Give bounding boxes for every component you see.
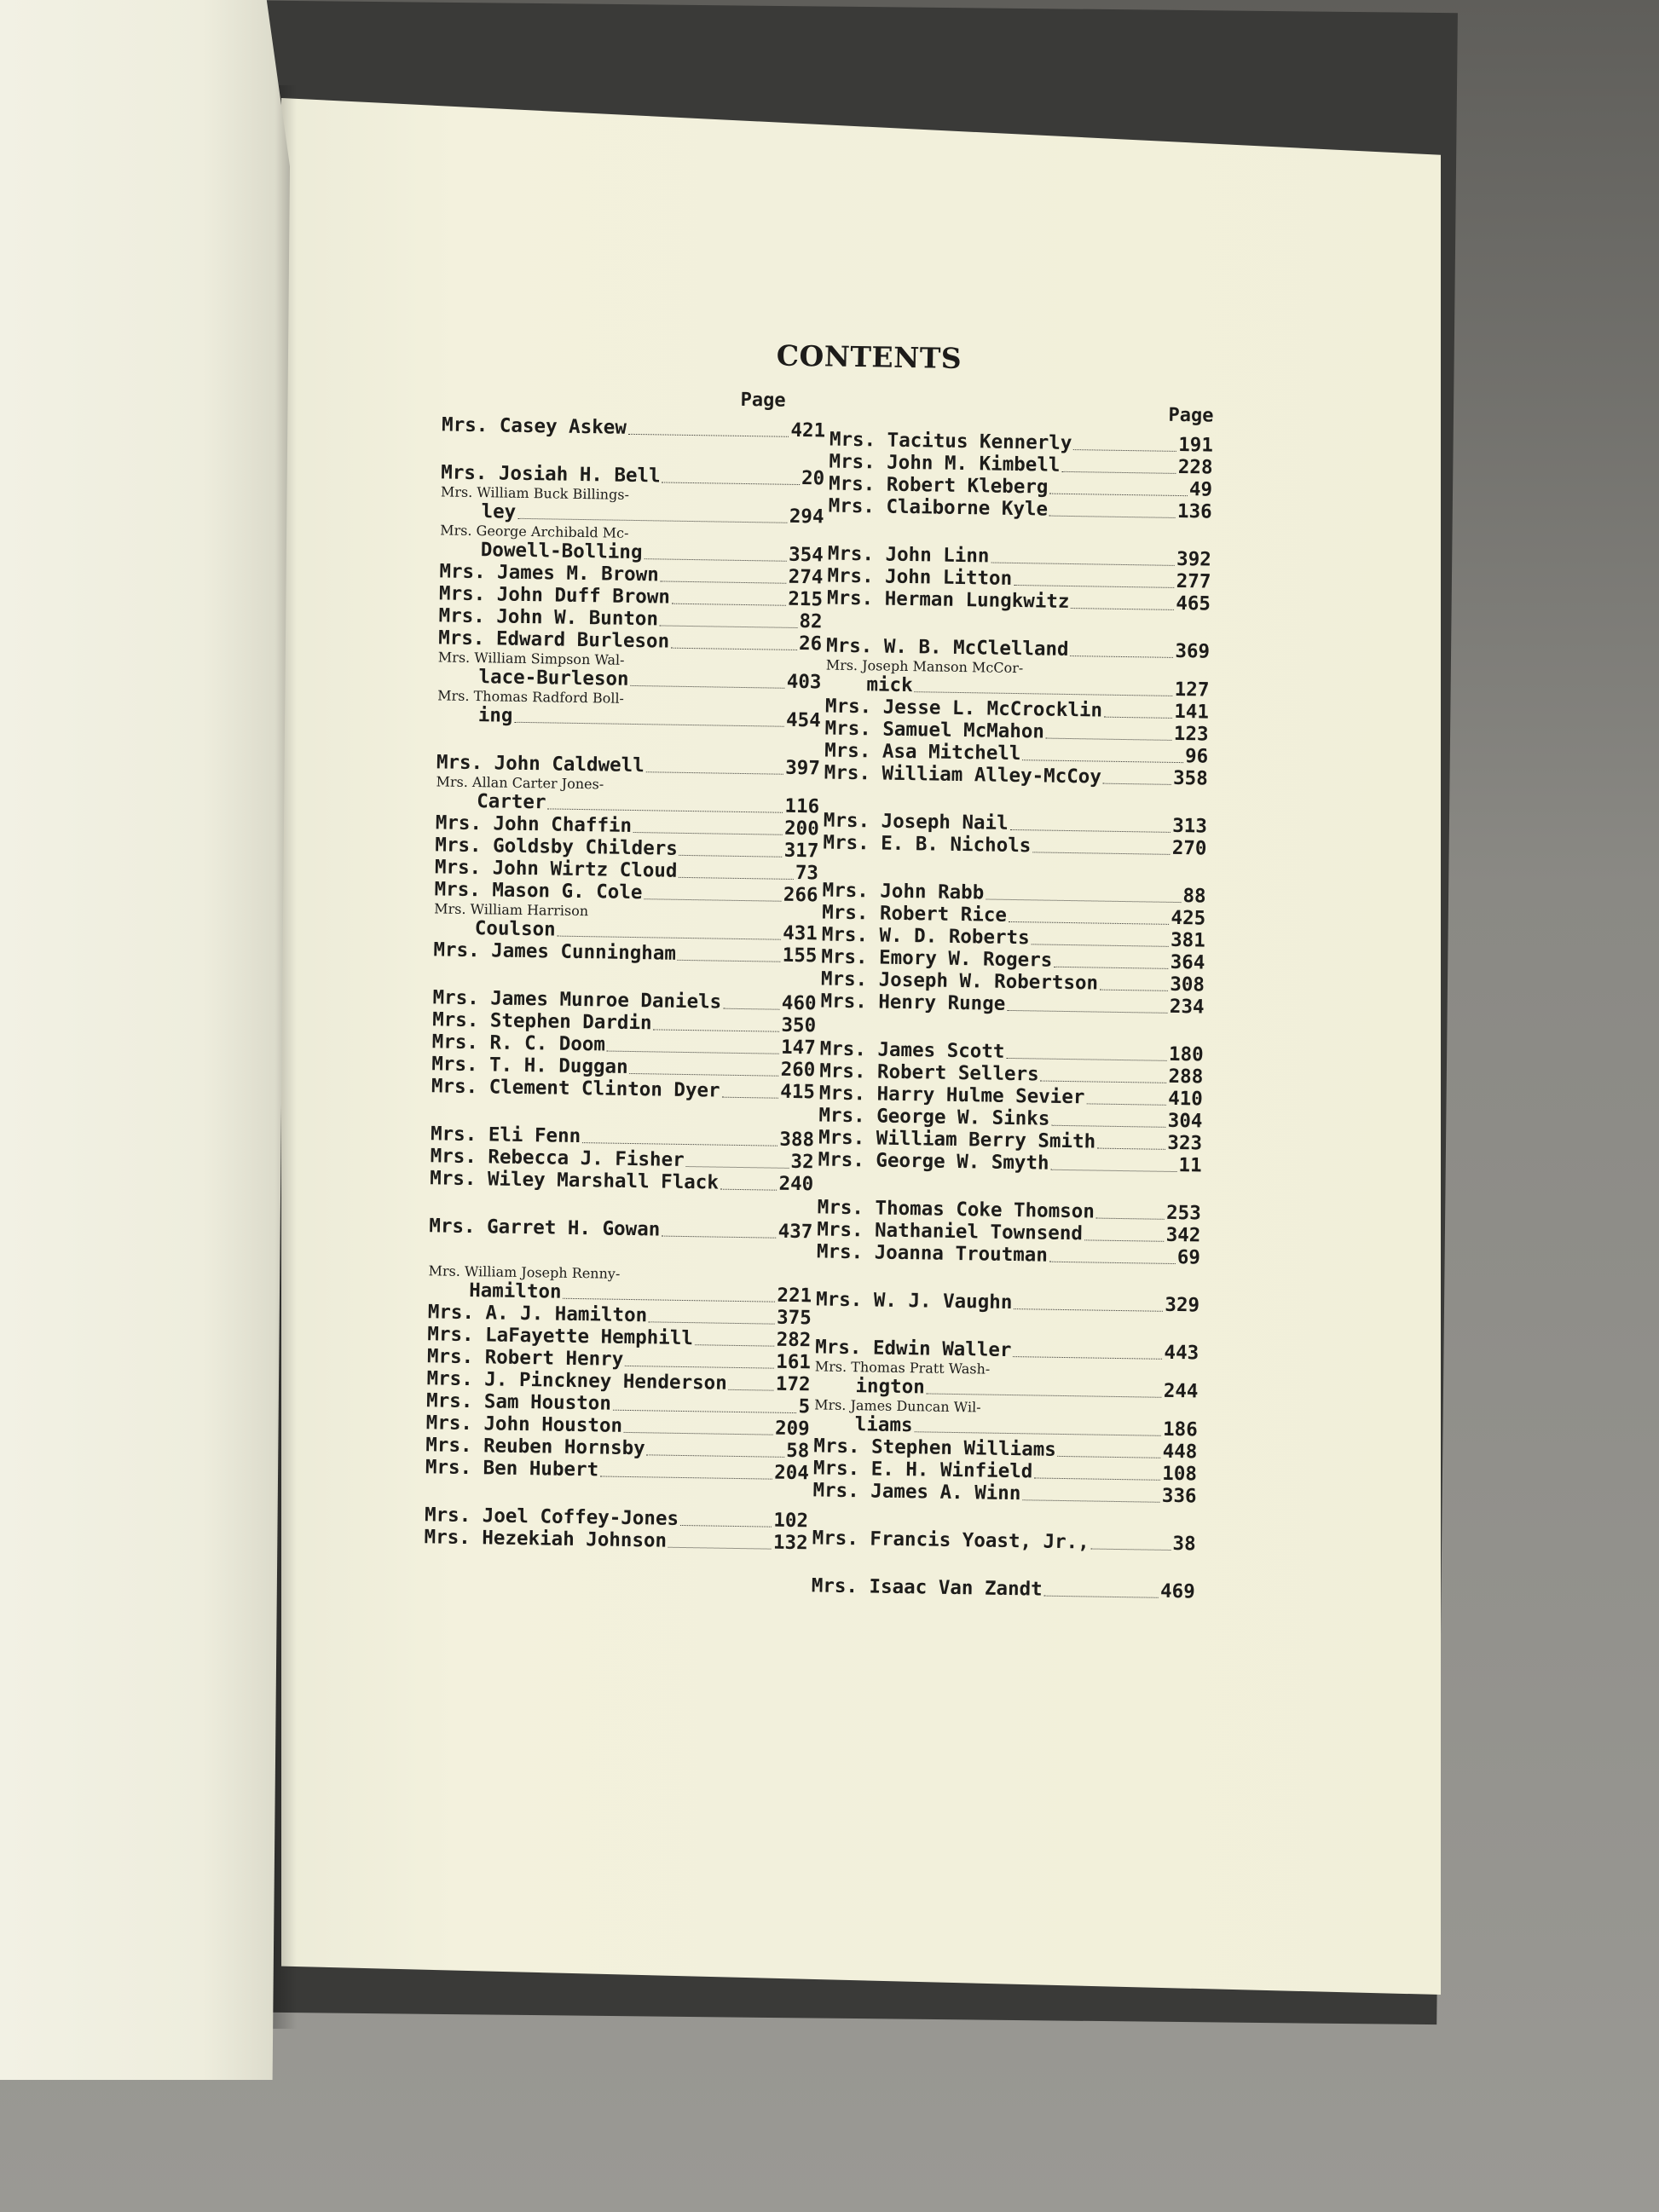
entry-page-number: 147 — [780, 1036, 816, 1060]
contents-entry — [440, 483, 824, 528]
entry-page-number: 274 — [788, 565, 824, 589]
entry-name: Mrs. William Buck Billings- — [440, 483, 630, 503]
entry-page-number: 215 — [788, 587, 824, 611]
entry-name: Mrs. John Houston — [425, 1412, 623, 1437]
entry-page-number: 172 — [775, 1372, 811, 1396]
entry-name: Mrs. William Alley-McCoy — [824, 761, 1102, 788]
entry-name: Mrs. Stephen Williams — [813, 1435, 1057, 1461]
entry-name: Mrs. William Simpson Wal- — [437, 649, 625, 668]
entry-name: Mrs. George W. Sinks — [818, 1104, 1050, 1130]
entry-name: Mrs. Joel Coffey-Jones — [424, 1504, 679, 1530]
entry-page-number: 392 — [1176, 547, 1211, 571]
entry-name: Mrs. W. J. Vaughn — [815, 1288, 1013, 1314]
entry-name-continuation: liams — [854, 1413, 913, 1437]
entry-page-number: 200 — [783, 817, 819, 840]
entry-page-number: 26 — [798, 632, 823, 656]
entry-page-number: 304 — [1167, 1109, 1203, 1133]
dot-leader — [661, 580, 787, 583]
dot-leader — [671, 648, 797, 650]
dot-leader — [1031, 944, 1169, 947]
dot-leader — [678, 960, 781, 962]
dot-leader — [514, 722, 784, 727]
entry-page-number: 186 — [1162, 1418, 1198, 1441]
dot-leader — [720, 1189, 777, 1191]
entry-page-number: 58 — [785, 1439, 810, 1463]
entry-page-number: 5 — [798, 1395, 811, 1418]
left-page — [0, 0, 290, 2080]
entry-name-continuation: Coulson — [474, 917, 556, 941]
entry-page-number: 11 — [1178, 1154, 1202, 1177]
entry-page-number: 369 — [1175, 639, 1211, 663]
dot-leader — [986, 898, 1181, 903]
entry-name: Mrs. Robert Sellers — [819, 1060, 1039, 1086]
dot-leader — [607, 1051, 779, 1054]
entry-page-number: 221 — [777, 1284, 812, 1308]
entry-name: Mrs. J. Pinckney Henderson — [426, 1367, 727, 1395]
entry-page-number: 469 — [1159, 1580, 1195, 1603]
entry-name: Mrs. LaFayette Hemphill — [427, 1323, 694, 1350]
dot-leader — [662, 482, 801, 485]
entry-name: Mrs. John Rabb — [822, 879, 985, 904]
page-column-header-left: Page — [740, 389, 786, 412]
entry-name: Mrs. William Berry Smith — [818, 1126, 1096, 1153]
entry-name: Mrs. Thomas Coke Thomson — [817, 1196, 1095, 1223]
dot-leader — [1050, 1170, 1176, 1172]
entry-name: Mrs. E. B. Nichols — [823, 831, 1032, 858]
dot-leader — [563, 1298, 775, 1302]
entry-name: Mrs. Jesse L. McCrocklin — [824, 695, 1103, 722]
dot-leader — [1070, 656, 1173, 658]
entry-name: Mrs. John M. Kimbell — [829, 450, 1061, 476]
entry-name: Mrs. George Archibald Mc- — [440, 522, 629, 541]
entry-name: Mrs. James Duncan Wil- — [814, 1396, 981, 1416]
entry-page-number: 260 — [780, 1058, 816, 1082]
entry-name: Mrs. W. B. McClelland — [825, 634, 1069, 661]
entry-page-number: 270 — [1171, 836, 1207, 860]
contents-entry — [436, 773, 820, 817]
entry-name: Mrs. Harry Hulme Sevier — [818, 1082, 1085, 1109]
dot-leader — [723, 1008, 780, 1010]
entry-page-number: 277 — [1176, 569, 1211, 593]
entry-name: Mrs. John Caldwell — [436, 751, 645, 777]
dot-leader — [1058, 1456, 1161, 1458]
dot-leader — [624, 1432, 773, 1435]
dot-leader — [1046, 738, 1172, 741]
entry-name: Mrs. Henry Runge — [820, 990, 1006, 1015]
entry-name: Mrs. James Cunningham — [433, 939, 677, 965]
dot-leader — [1097, 1148, 1165, 1150]
dot-leader — [1091, 1549, 1171, 1551]
entry-page-number: 191 — [1178, 433, 1214, 457]
page-column-header-right: Page — [1168, 404, 1214, 427]
entry-name: Mrs. Garret H. Gowan — [429, 1215, 661, 1241]
entry-page-number: 388 — [779, 1128, 815, 1152]
entry-page-number: 381 — [1170, 928, 1205, 952]
entry-page-number: 375 — [776, 1306, 812, 1330]
entry-name: Mrs. Josiah H. Bell — [441, 461, 661, 488]
entry-page-number: 313 — [1172, 814, 1208, 838]
entry-page-number: 88 — [1182, 885, 1206, 908]
entry-page-number: 431 — [782, 921, 818, 945]
entry-name: Mrs. Thomas Radford Boll- — [437, 687, 625, 707]
entry-page-number: 336 — [1161, 1484, 1197, 1508]
dot-leader — [633, 832, 783, 835]
dot-leader — [1084, 1239, 1165, 1241]
dot-leader — [679, 855, 783, 858]
entry-name: Mrs. R. C. Doom — [431, 1031, 606, 1056]
dot-leader — [668, 1547, 772, 1550]
entry-name: Mrs. Robert Henry — [426, 1345, 624, 1371]
dot-leader — [680, 1525, 772, 1528]
entry-page-number: 342 — [1165, 1223, 1201, 1247]
contents-entry — [437, 687, 822, 731]
dot-leader — [1061, 471, 1176, 474]
dot-leader — [1006, 1058, 1167, 1061]
dot-leader — [558, 936, 782, 940]
entry-name: Mrs. William Joseph Renny- — [428, 1262, 621, 1282]
dot-leader — [1086, 1103, 1166, 1105]
entry-name: Mrs. John Litton — [827, 564, 1013, 590]
dot-leader — [1103, 783, 1171, 785]
entry-page-number: 127 — [1174, 678, 1210, 702]
dot-leader — [1049, 494, 1188, 497]
entry-name: Mrs. James M. Brown — [439, 560, 660, 586]
dot-leader — [1022, 1499, 1160, 1503]
entry-page-number: 415 — [780, 1080, 816, 1104]
entry-name: Mrs. Reuben Hornsby — [425, 1434, 645, 1460]
dot-leader — [1073, 449, 1176, 452]
entry-page-number: 116 — [784, 794, 820, 818]
dot-leader — [914, 1431, 1161, 1436]
entry-name-continuation: ington — [855, 1375, 925, 1399]
entry-page-number: 460 — [781, 991, 817, 1015]
entry-name-continuation: lace-Burleson — [478, 666, 629, 690]
entry-page-number: 20 — [801, 467, 825, 490]
entry-name: Mrs. Joseph W. Robertson — [820, 967, 1099, 995]
dot-leader — [630, 685, 784, 689]
entry-page-number: 294 — [789, 505, 824, 528]
dot-leader — [1032, 852, 1171, 855]
entry-name: Mrs. Joseph Nail — [823, 809, 1009, 835]
dot-leader — [1071, 608, 1174, 610]
entry-page-number: 364 — [1170, 950, 1205, 974]
dot-leader — [660, 625, 798, 628]
entry-name-continuation: Dowell-Bolling — [480, 539, 643, 564]
entry-name: Mrs. Joanna Troutman — [816, 1240, 1049, 1267]
entry-name: Mrs. T. H. Duggan — [431, 1053, 628, 1078]
entry-page-number: 329 — [1165, 1293, 1200, 1317]
entry-page-number: 288 — [1168, 1065, 1204, 1089]
dot-leader — [1013, 1356, 1162, 1360]
dot-leader — [1007, 1010, 1168, 1014]
contents-column-left — [424, 384, 825, 1554]
dot-leader — [1049, 516, 1176, 518]
entry-name: Mrs. Clement Clinton Dyer — [431, 1075, 720, 1102]
dot-leader — [686, 1166, 789, 1169]
dot-leader — [1049, 1262, 1176, 1264]
contents-entry — [814, 1396, 1199, 1441]
entry-page-number: 421 — [790, 419, 826, 442]
right-entries — [812, 429, 1213, 1603]
dot-leader — [600, 1476, 772, 1479]
entry-name: Mrs. Hezekiah Johnson — [424, 1526, 668, 1552]
entry-page-number: 308 — [1170, 973, 1205, 996]
entry-page-number: 155 — [782, 944, 818, 967]
entry-name: Mrs. William Harrison — [434, 900, 589, 920]
entry-name: Mrs. Ben Hubert — [425, 1456, 599, 1481]
entry-name: Mrs. Edward Burleson — [438, 627, 670, 653]
page-title: CONTENTS — [776, 338, 962, 375]
entry-page-number: 465 — [1176, 592, 1211, 615]
entry-name: Mrs. Nathaniel Townsend — [817, 1218, 1084, 1245]
entry-page-number: 317 — [783, 839, 819, 863]
entry-page-number: 123 — [1173, 722, 1209, 746]
entry-page-number: 358 — [1172, 766, 1208, 790]
entry-page-number: 354 — [788, 543, 824, 567]
dot-leader — [1104, 717, 1172, 719]
dot-leader — [1010, 829, 1171, 833]
entry-page-number: 49 — [1188, 478, 1213, 501]
entry-name: Mrs. Joseph Manson McCor- — [825, 656, 1024, 677]
dot-leader — [1009, 921, 1170, 925]
dot-leader — [672, 604, 786, 606]
entry-name: Mrs. Casey Askew — [441, 413, 627, 439]
entry-name: Mrs. John Duff Brown — [438, 582, 671, 609]
entry-name: Mrs. Isaac Van Zandt — [811, 1574, 1043, 1601]
entry-name: Mrs. John Linn — [827, 542, 990, 568]
entry-page-number: 240 — [778, 1172, 814, 1196]
entry-name: Mrs. Robert Kleberg — [828, 472, 1049, 499]
dot-leader — [647, 1454, 785, 1458]
entry-page-number: 425 — [1171, 906, 1206, 930]
contents-entry — [437, 649, 822, 693]
contents-entry — [814, 1358, 1199, 1402]
dot-leader — [644, 898, 782, 902]
dot-leader — [653, 1029, 779, 1031]
dot-leader — [1096, 1218, 1165, 1220]
entry-name-continuation: mick — [866, 673, 913, 697]
dot-leader — [721, 1097, 778, 1099]
entry-name: Mrs. John Chaffin — [435, 811, 633, 837]
dot-leader — [927, 1393, 1162, 1397]
dot-leader — [613, 1410, 797, 1413]
contents-entry — [825, 657, 1210, 702]
entry-name: Mrs. James A. Winn — [812, 1479, 1021, 1505]
entry-page-number: 228 — [1177, 455, 1213, 479]
entry-page-number: 397 — [785, 756, 821, 780]
dot-leader — [644, 558, 787, 562]
entry-name: Mrs. Edwin Waller — [815, 1336, 1012, 1362]
entry-page-number: 136 — [1176, 500, 1212, 523]
entry-name: Mrs. Eli Fenn — [430, 1123, 581, 1148]
dot-leader — [729, 1389, 774, 1391]
dot-leader — [646, 771, 784, 775]
entry-name: Mrs. Robert Rice — [822, 901, 1008, 927]
entry-page-number: 141 — [1174, 700, 1210, 724]
entry-page-number: 96 — [1184, 745, 1209, 768]
entry-name: Mrs. Sam Houston — [425, 1389, 612, 1415]
entry-name: Mrs. James Munroe Daniels — [432, 986, 722, 1014]
entry-page-number: 73 — [795, 861, 819, 885]
entry-page-number: 350 — [781, 1014, 817, 1037]
entry-page-number: 69 — [1176, 1246, 1201, 1269]
dot-leader — [1014, 1308, 1163, 1312]
entry-name: Mrs. John Wirtz Cloud — [434, 856, 678, 882]
dot-leader — [1022, 759, 1183, 763]
entry-page-number: 282 — [776, 1328, 812, 1352]
entry-page-number: 32 — [790, 1150, 814, 1174]
entry-name: Mrs. Mason G. Cole — [434, 878, 643, 904]
entry-name: Mrs. Wiley Marshall Flack — [430, 1167, 720, 1194]
entry-page-number: 443 — [1164, 1341, 1199, 1365]
entry-name: Mrs. Allan Carter Jones- — [436, 773, 604, 793]
entry-name: Mrs. E. H. Winfield — [812, 1457, 1033, 1483]
entry-page-number: 403 — [786, 670, 822, 694]
entry-page-number: 410 — [1167, 1087, 1204, 1111]
entry-page-number: 454 — [785, 708, 821, 732]
entry-name: Mrs. Tacitus Kennerly — [829, 428, 1072, 455]
entry-page-number: 266 — [783, 883, 818, 907]
entry-page-number: 253 — [1165, 1201, 1201, 1225]
entry-name: Mrs. Goldsby Childers — [435, 834, 679, 860]
left-entries — [424, 413, 825, 1554]
dot-leader — [628, 434, 789, 437]
dot-leader — [547, 808, 783, 812]
entry-name-continuation: Carter — [477, 790, 546, 814]
dot-leader — [649, 1321, 775, 1324]
dot-leader — [1051, 1125, 1165, 1128]
entry-name: Mrs. Claiborne Kyle — [828, 494, 1049, 521]
entry-name-continuation: Hamilton — [468, 1279, 562, 1303]
entry-name: Mrs. W. D. Roberts — [821, 923, 1030, 950]
dot-leader — [662, 1236, 776, 1239]
contents-column-right — [812, 400, 1214, 1603]
entry-page-number: 108 — [1162, 1462, 1198, 1486]
entry-page-number: 102 — [773, 1509, 809, 1533]
contents-entry — [440, 522, 824, 566]
dot-leader — [991, 563, 1175, 566]
entry-name: Mrs. Rebecca J. Fisher — [430, 1145, 685, 1171]
entry-page-number: 209 — [774, 1417, 810, 1441]
dot-leader — [625, 1366, 774, 1369]
entry-page-number: 180 — [1168, 1042, 1204, 1066]
dot-leader — [517, 518, 788, 523]
entry-page-number: 204 — [774, 1461, 810, 1485]
entry-page-number: 38 — [1172, 1533, 1196, 1556]
dot-leader — [695, 1344, 775, 1346]
entry-page-number: 437 — [777, 1220, 813, 1244]
dot-leader — [582, 1142, 777, 1146]
entry-name-continuation: ing — [477, 704, 513, 727]
entry-page-number: 323 — [1167, 1131, 1203, 1155]
entry-page-number: 448 — [1162, 1440, 1198, 1464]
entry-name: Mrs. Thomas Pratt Wash- — [814, 1358, 991, 1377]
entry-name: Mrs. Samuel McMahon — [824, 717, 1045, 743]
entry-name: Mrs. George W. Smyth — [818, 1148, 1049, 1175]
dot-leader — [1041, 1081, 1167, 1083]
entry-name: Mrs. Francis Yoast, Jr., — [812, 1527, 1090, 1554]
contents-entry — [434, 900, 818, 944]
dot-leader — [1054, 967, 1168, 969]
entry-page-number: 244 — [1163, 1379, 1199, 1403]
entry-name: Mrs. John W. Bunton — [438, 604, 659, 631]
entry-page-number: 82 — [799, 610, 823, 633]
dot-leader — [630, 1073, 779, 1077]
entry-name: Mrs. Asa Mitchell — [824, 739, 1021, 765]
entry-name: Mrs. Stephen Dardin — [431, 1008, 652, 1035]
entry-name-continuation: ley — [481, 500, 517, 523]
dot-leader — [1034, 1477, 1160, 1480]
dot-leader — [679, 877, 793, 880]
dot-leader — [914, 691, 1172, 696]
dot-leader — [1100, 990, 1168, 991]
entry-name: Mrs. Herman Lungkwitz — [826, 586, 1070, 613]
entry-page-number: 132 — [772, 1531, 808, 1555]
entry-page-number: 234 — [1169, 995, 1205, 1019]
entry-name: Mrs. A. J. Hamilton — [427, 1301, 648, 1327]
entry-page-number: 161 — [776, 1350, 812, 1374]
dot-leader — [1014, 585, 1175, 588]
entry-name: Mrs. Emory W. Rogers — [821, 945, 1053, 972]
dot-leader — [1044, 1596, 1159, 1598]
entry-name: Mrs. James Scott — [819, 1037, 1005, 1063]
contents-entry — [428, 1262, 812, 1307]
